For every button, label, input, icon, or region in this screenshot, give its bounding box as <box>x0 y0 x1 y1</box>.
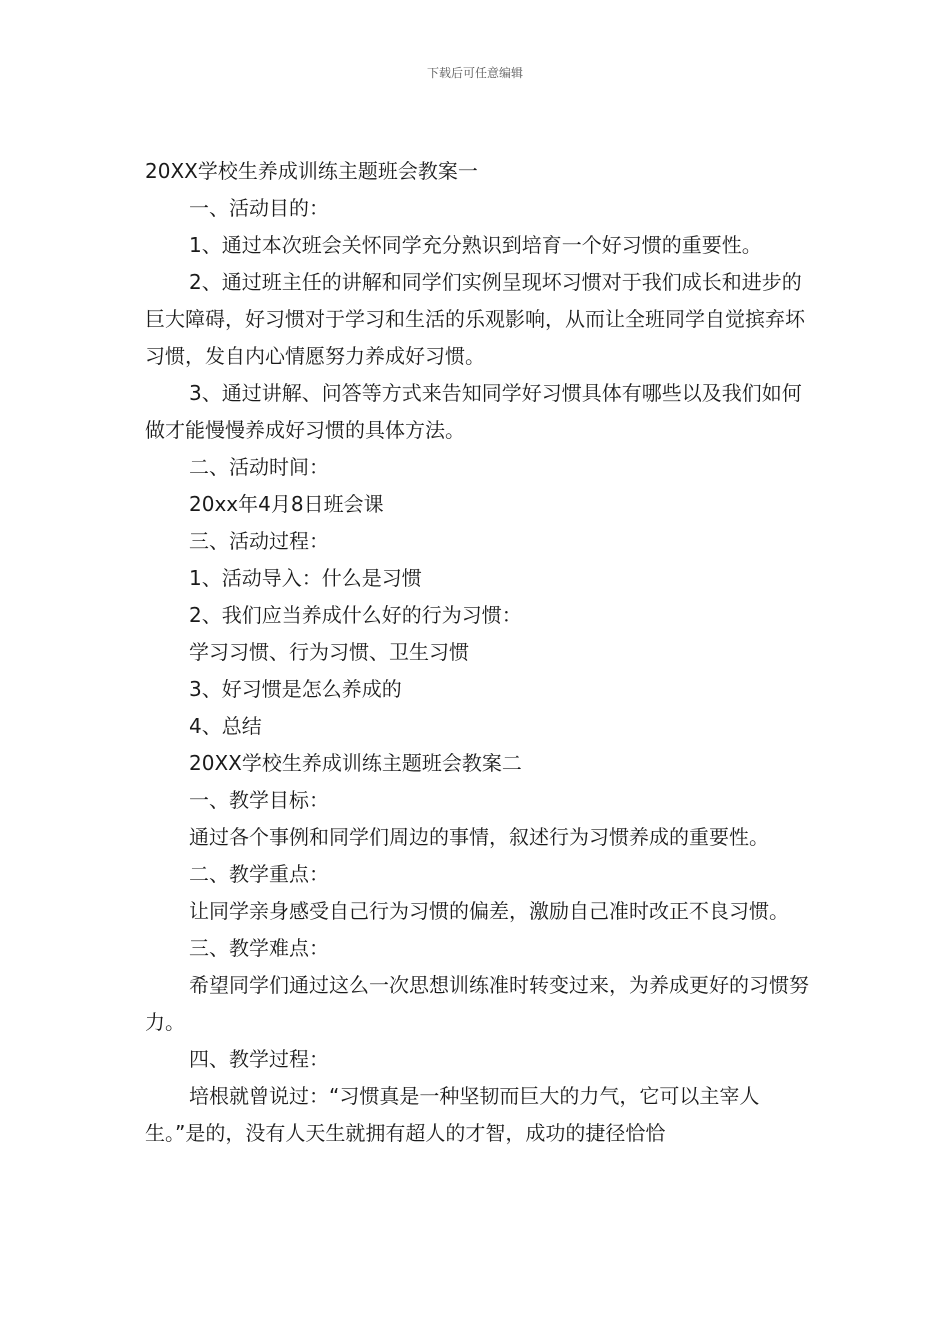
paragraph-teaching-process: 培根就曾说过：“习惯真是一种坚韧而巨大的力气，它可以主宰人生。”是的，没有人天生就拥有超人的才智，成功的捷径恰恰 <box>145 1084 760 1145</box>
paragraph-teaching-difficulty: 希望同学们通过这么一次思想训练准时转变过来，为养成更好的习惯努力。 <box>145 973 809 1034</box>
section-heading-teaching-process: 四、教学过程： <box>189 1047 329 1071</box>
paragraph-goal-2: 2、通过班主任的讲解和同学们实例呈现坏习惯对于我们成长和进步的巨大障碍，好习惯对于学习和生活的乐观影响，从而让全班同学自觉摈弃坏习惯，发自内心情愿努力养成好习惯。 <box>145 270 805 368</box>
paragraph-teaching-goal: 通过各个事例和同学们周边的事情，叙述行为习惯养成的重要性。 <box>189 825 769 849</box>
section-heading-activity-time: 二、活动时间： <box>189 455 329 479</box>
section-heading-teaching-goal: 一、教学目标： <box>189 788 329 812</box>
paragraph-process-1: 1、活动导入：什么是习惯 <box>189 566 422 590</box>
paragraph-habit-types: 学习习惯、行为习惯、卫生习惯 <box>189 640 469 664</box>
section-heading-activity-goal: 一、活动目的： <box>189 196 329 220</box>
paragraph-activity-date: 20xx年4月8日班会课 <box>189 492 384 516</box>
paragraph-process-4: 4、总结 <box>189 714 262 738</box>
section-heading-activity-process: 三、活动过程： <box>189 529 329 553</box>
paragraph-goal-1: 1、通过本次班会关怀同学充分熟识到培育一个好习惯的重要性。 <box>189 233 762 257</box>
paragraph-process-3: 3、好习惯是怎么养成的 <box>189 677 402 701</box>
document-title-2: 20XX学校生养成训练主题班会教案二 <box>189 751 522 775</box>
document-body <box>145 153 810 1152</box>
page-header-note: 下载后可任意编辑 <box>426 66 523 80</box>
document-title-1: 20XX学校生养成训练主题班会教案一 <box>145 159 478 183</box>
paragraph-teaching-focus: 让同学亲身感受自己行为习惯的偏差，激励自己准时改正不良习惯。 <box>189 899 789 923</box>
section-heading-teaching-difficulty: 三、教学难点： <box>189 936 329 960</box>
section-heading-teaching-focus: 二、教学重点： <box>189 862 329 886</box>
paragraph-process-2: 2、我们应当养成什么好的行为习惯： <box>189 603 522 627</box>
paragraph-goal-3: 3、通过讲解、问答等方式来告知同学好习惯具体有哪些以及我们如何做才能慢慢养成好习惯的具体方法。 <box>145 381 802 442</box>
